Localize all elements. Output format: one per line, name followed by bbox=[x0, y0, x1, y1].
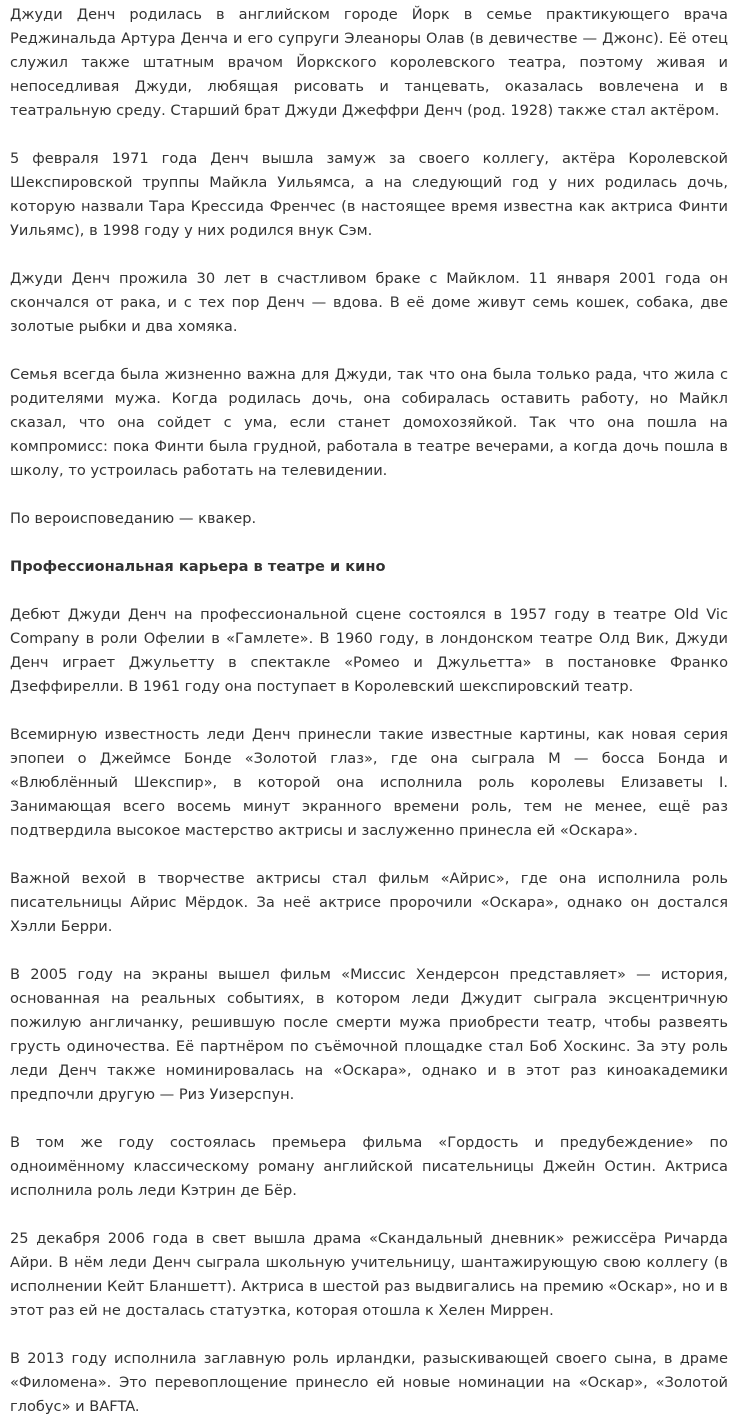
paragraph-religion: По вероисповеданию — квакер. bbox=[10, 510, 257, 527]
paragraph-widow: Джуди Денч прожила 30 лет в счастливом браке с Майклом. 11 января 2001 года он скончался от рака, и с тех пор Денч — вдова. В её доме живут семь кошек, собака, две золотые рыбки и два хомяка. bbox=[10, 270, 728, 335]
paragraph-family: Семья всегда была жизненно важна для Джуди, так что она была только рада, что жила с родителями мужа. Когда родилась дочь, она собиралась оставить работу, но Майкл сказал, что она сойдет с ума, если станет домохозяйкой. Так что она пошла на компромисс: пока Финти была грудной, работала в театре вечерами, а когда дочь пошла в школу, то устроилась работать на телевидении. bbox=[10, 366, 728, 479]
paragraph-henderson: В 2005 году на экраны вышел фильм «Миссис Хендерсон представляет» — история, основанная на реальных событиях, в котором леди Джудит сыграла эксцентричную пожилую англичанку, решившую после смерти мужа приобрести театр, чтобы развеять грусть одиночества. Её партнёром по съёмочной площадке стал Боб Хоскинс. За эту роль леди Денч также номинировалась на «Оскара», однако и в этот раз киноакадемики предпочли другую — Риз Уизерспун. bbox=[10, 966, 728, 1103]
paragraph-fame: Всемирную известность леди Денч принесли такие известные картины, как новая серия эпопеи о Джеймсе Бонде «Золотой глаз», где она сыграла М — босса Бонда и «Влюблённый Шекспир», в которой она исполнила роль королевы Елизаветы I. Занимающая всего восемь минут экранного времени роль, тем не менее, ещё раз подтвердила высокое мастерство актрисы и заслуженно принесла ей «Оскара». bbox=[10, 726, 728, 839]
paragraph-philomena: В 2013 году исполнила заглавную роль ирландки, разыскивающей своего сына, в драме «Филомена». Это перевоплощение принесло ей новые номинации на «Оскар», «Золотой глобус» и BAFTA. bbox=[10, 1350, 728, 1415]
section-heading-career: Профессиональная карьера в театре и кино bbox=[10, 558, 386, 575]
paragraph-iris: Важной вехой в творчестве актрисы стал фильм «Айрис», где она исполнила роль писательницы Айрис Мёрдок. За неё актрисе пророчили «Оскара», однако он достался Хэлли Берри. bbox=[10, 870, 728, 935]
paragraph-marriage: 5 февраля 1971 года Денч вышла замуж за своего коллегу, актёра Королевской Шекспировской труппы Майкла Уильямса, а на следующий год у них родилась дочь, которую назвали Тара Крессида Френчес (в настоящее время известна как актриса Финти Уильямс), в 1998 году у них родился внук Сэм. bbox=[10, 150, 728, 239]
paragraph-pride: В том же году состоялась премьера фильма «Гордость и предубеждение» по одноимённому классическому роману английской писательницы Джейн Остин. Актриса исполнила роль леди Кэтрин де Бёр. bbox=[10, 1134, 728, 1199]
paragraph-scandal: 25 декабря 2006 года в свет вышла драма «Скандальный дневник» режиссёра Ричарда Айри. В нём леди Денч сыграла школьную учительницу, шантажирующую свою коллегу (в исполнении Кейт Бланшетт). Актриса в шестой раз выдвигались на премию «Оскар», но и в этот раз ей не досталась статуэтка, которая отошла к Хелен Миррен. bbox=[10, 1230, 728, 1319]
paragraph-debut: Дебют Джуди Денч на профессиональной сцене состоялся в 1957 году в театре Old Vic Company в роли Офелии в «Гамлете». В 1960 году, в лондонском театре Олд Вик, Джуди Денч играет Джульетту в спектакле «Ромео и Джульетта» в постановке Франко Дзеффирелли. В 1961 году она поступает в Королевский шекспировский театр. bbox=[10, 606, 728, 695]
paragraph-birth: Джуди Денч родилась в английском городе Йорк в семье практикующего врача Реджинальда Артура Денча и его супруги Элеаноры Олав (в девичестве — Джонс). Её отец служил также штатным врачом Йоркского королевского театра, поэтому живая и непоседливая Джуди, любящая рисовать и танцевать, оказалась вовлечена и в театральную среду. Старший брат Джуди Джеффри Денч (род. 1928) также стал актёром. bbox=[10, 6, 728, 119]
